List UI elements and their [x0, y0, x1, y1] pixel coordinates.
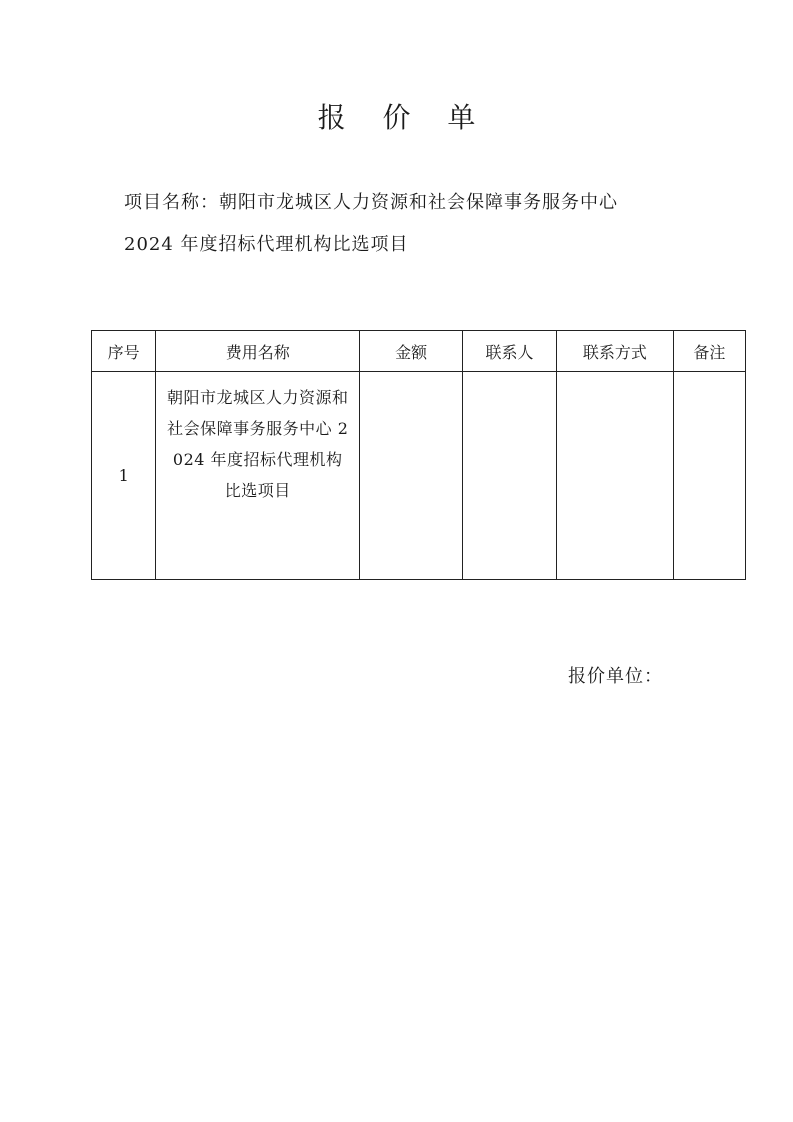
quote-table [91, 330, 746, 580]
cell-remarks [673, 372, 745, 580]
header-seq: 序号 [92, 331, 156, 372]
document-title: 报 价 单 [317, 101, 490, 134]
project-name-line-2: 2024 年度招标代理机构比选项目 [124, 234, 409, 255]
fee-name-text: 朝阳市龙城区人力资源和社会保障事务服务中心 2024 年度招标代理机构比选项目 [166, 388, 349, 500]
cell-amount [360, 372, 463, 580]
header-fee-name: 费用名称 [156, 331, 360, 372]
cell-contact [463, 372, 557, 580]
header-contact-method: 联系方式 [557, 331, 674, 372]
header-remarks: 备注 [673, 331, 745, 372]
project-name-line-1: 项目名称：朝阳市龙城区人力资源和社会保障事务服务中心 [124, 192, 618, 213]
header-amount: 金额 [360, 331, 463, 372]
table-row [92, 372, 746, 580]
header-contact: 联系人 [463, 331, 557, 372]
cell-contact-method [557, 372, 674, 580]
table-header-row [92, 331, 746, 372]
quoting-unit-label: 报价单位： [568, 666, 663, 687]
cell-seq: 1 [92, 372, 156, 580]
cell-fee-name [156, 372, 360, 580]
